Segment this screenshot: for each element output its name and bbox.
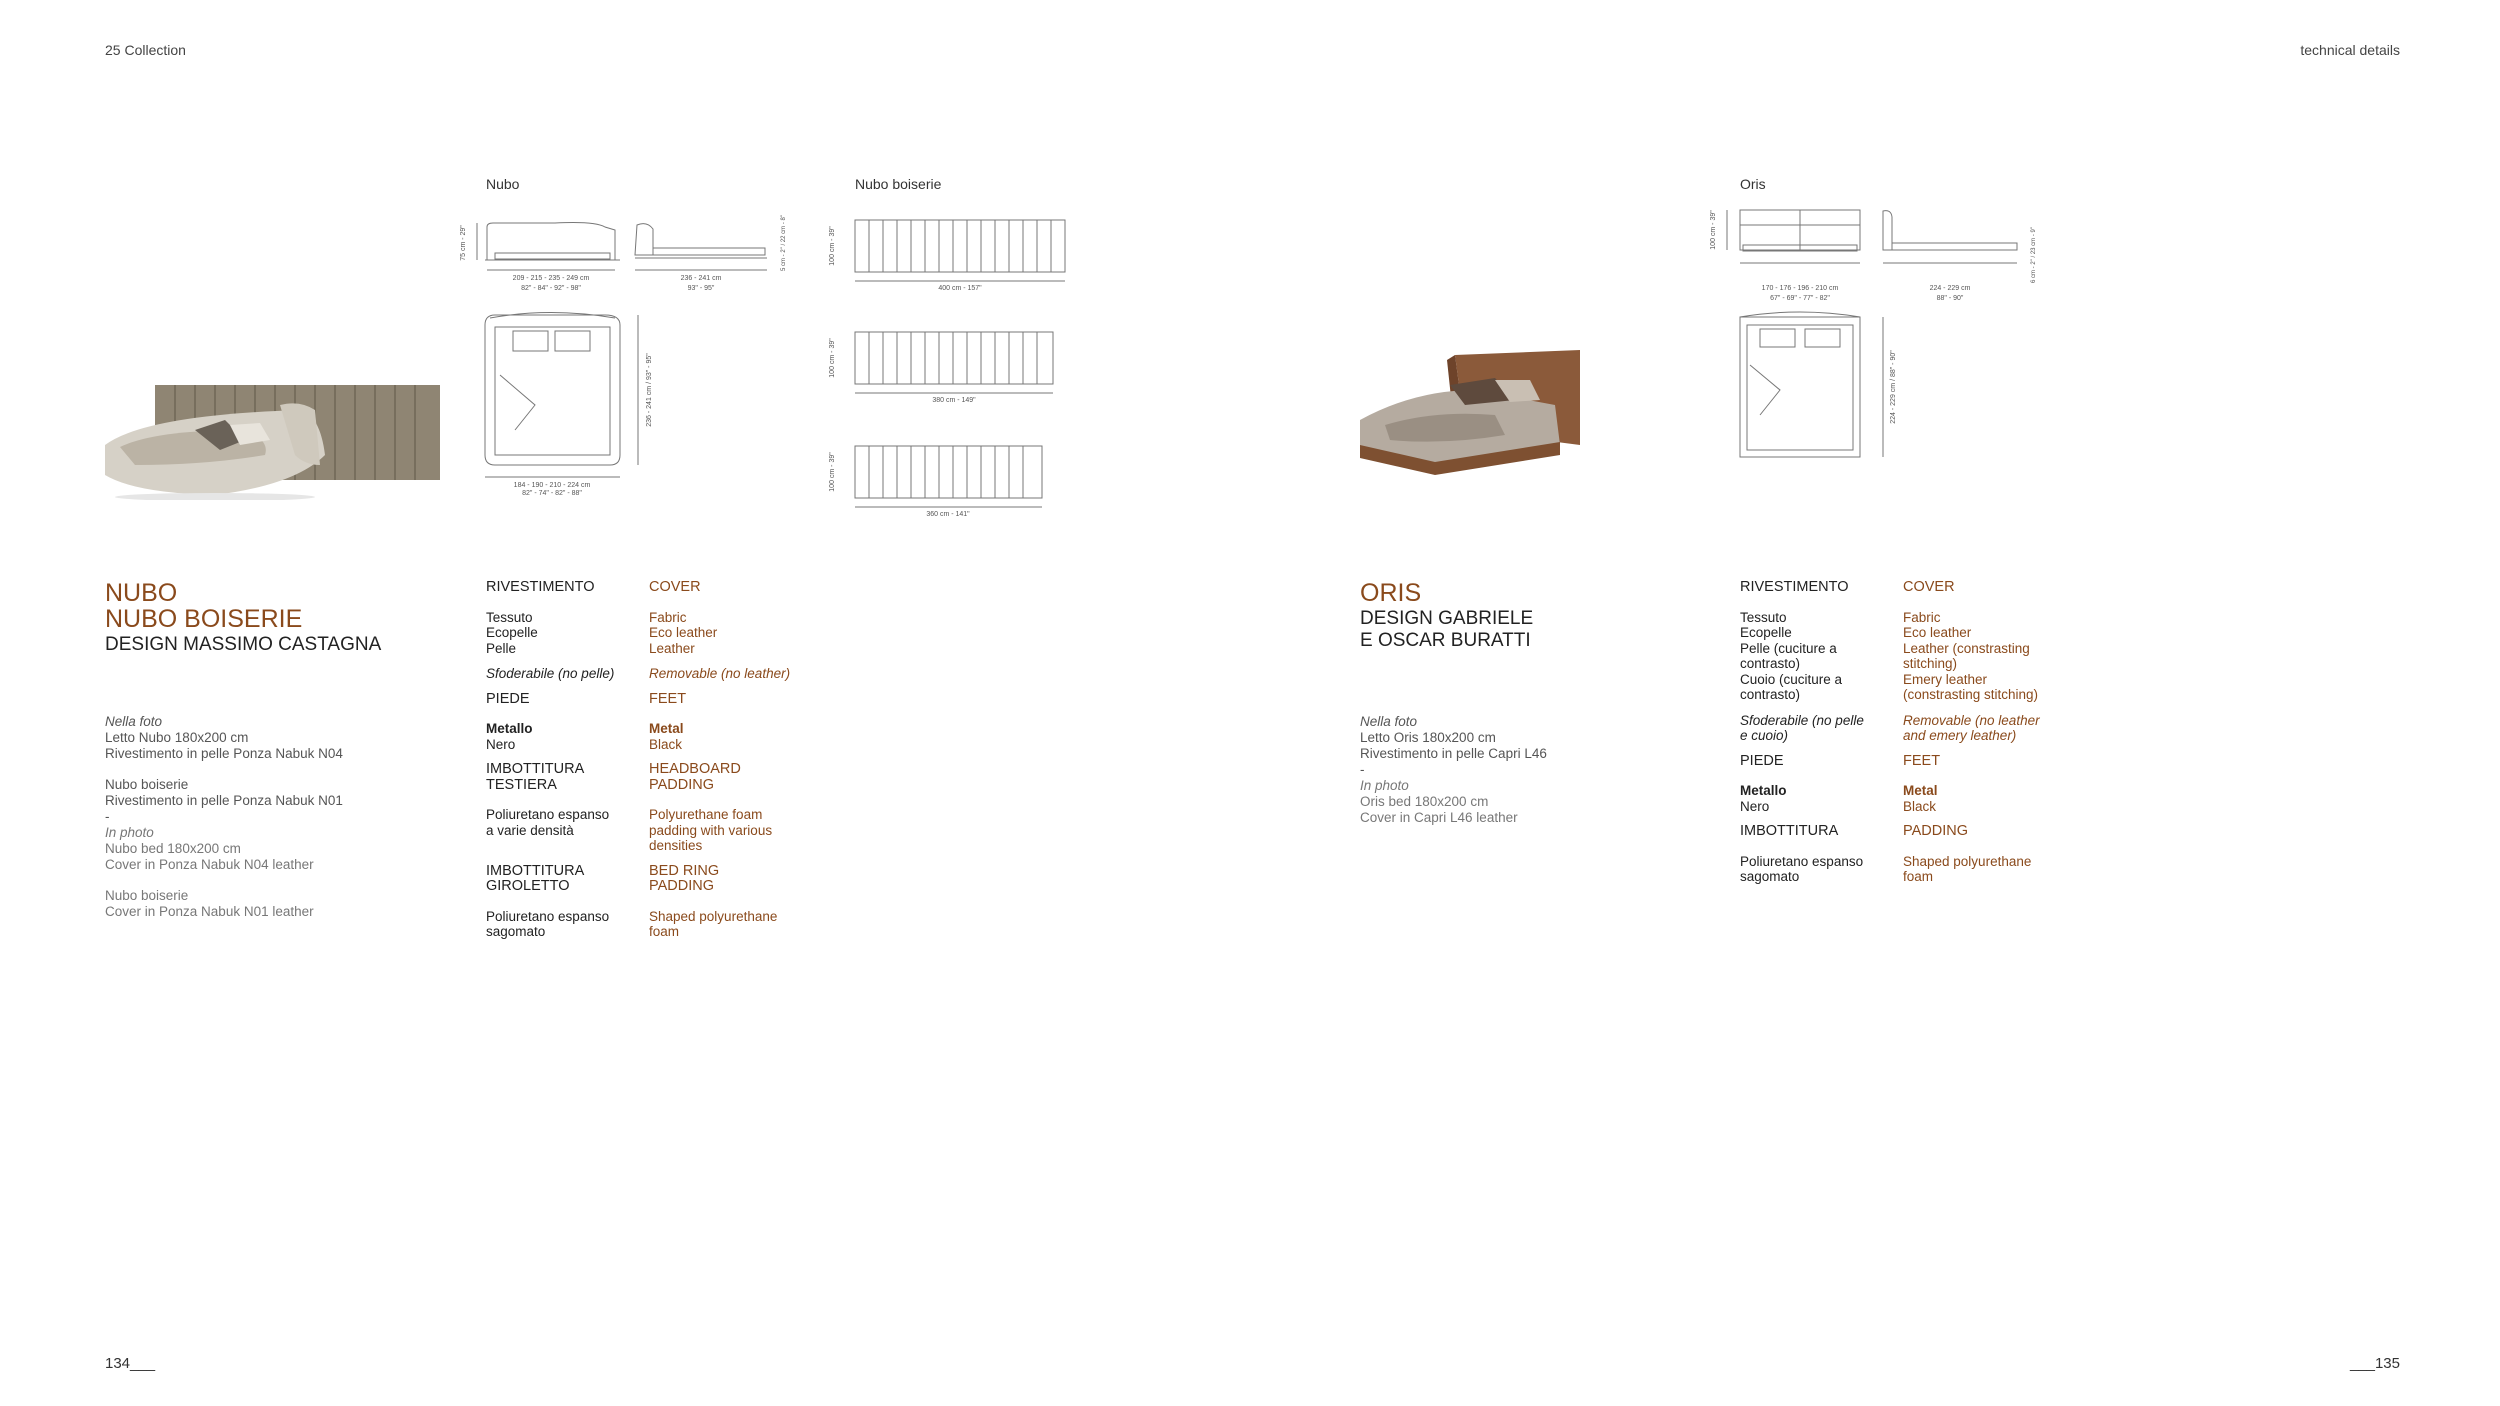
spec-value-it: Nero xyxy=(1740,798,1770,814)
caption-label-en: In photo xyxy=(105,825,154,840)
oris-front-view xyxy=(1710,210,1860,302)
spec-heading-it: RIVESTIMENTO xyxy=(1740,579,1849,595)
spec-value-it: Ecopelle xyxy=(1740,625,1792,640)
caption-label-it: Nella foto xyxy=(105,714,163,729)
spec-heading-it: IMBOTTITURA xyxy=(1740,823,1839,839)
header-section: technical details xyxy=(2300,42,2400,58)
caption-label-en: In photo xyxy=(1360,778,1409,793)
nubo-top-width-cm: 184 - 190 - 210 - 224 cm xyxy=(513,482,591,489)
boiserie-380-label: 380 cm - 149" xyxy=(932,397,976,404)
spec-heading-en: PADDING xyxy=(649,776,714,793)
spec-value-en: Leather xyxy=(649,640,695,656)
boiserie-360-label: 360 cm - 141" xyxy=(926,511,970,518)
caption-label-it: Nella foto xyxy=(1360,714,1418,729)
boiserie-drawing-label: Nubo boiserie xyxy=(855,176,942,192)
spec-removable-en: Removable (no leather xyxy=(1903,712,2040,728)
oris-spec-table xyxy=(1740,580,2063,885)
spec-value-it: Ecopelle xyxy=(486,625,538,640)
spec-value-it: contrasto) xyxy=(1740,687,1801,702)
caption-line: Cover in Ponza Nabuk N04 leather xyxy=(105,857,314,872)
spec-value-it: Tessuto xyxy=(1740,609,1787,625)
boiserie-380 xyxy=(829,332,1053,404)
spec-heading-en: COVER xyxy=(1903,579,1955,595)
spec-removable-en: and emery leather) xyxy=(1903,728,2017,743)
spec-value-it: Pelle (cuciture a xyxy=(1740,640,1837,656)
spec-value-en: foam xyxy=(1903,869,1934,884)
caption-line: Letto Oris 180x200 cm xyxy=(1360,730,1496,745)
spec-heading-it: PIEDE xyxy=(486,690,530,707)
nubo-front-width-in: 82" - 84" - 92" - 98" xyxy=(521,285,581,292)
spec-heading-en: FEET xyxy=(1903,752,1941,769)
spec-heading-en: FEET xyxy=(649,690,687,707)
oris-front-width-cm: 170 - 176 - 196 - 210 cm xyxy=(1761,285,1839,292)
oris-front-height: 100 cm - 39" xyxy=(1710,210,1717,250)
product-title-nubo: NUBO xyxy=(105,579,178,607)
spec-value-en: Black xyxy=(649,736,683,752)
spec-value-en: (constrasting stitching) xyxy=(1903,687,2039,702)
spec-heading-it: TESTIERA xyxy=(486,776,557,793)
oris-side-view xyxy=(1883,211,2037,302)
page-number-right: ___135 xyxy=(2349,1355,2400,1372)
spec-value-it: Metallo xyxy=(1740,783,1787,798)
boiserie-360 xyxy=(829,446,1042,518)
spec-value-it: sagomato xyxy=(1740,869,1800,884)
nubo-front-height: 75 cm - 29" xyxy=(460,225,467,261)
spec-heading-it: IMBOTTITURA xyxy=(486,761,585,777)
boiserie-400-label: 400 cm - 157" xyxy=(938,285,982,292)
spec-removable-it: e cuoio) xyxy=(1740,728,1789,743)
product-title-oris: ORIS xyxy=(1360,579,1422,607)
nubo-top-length: 236 - 241 cm / 93" - 95" xyxy=(646,353,653,427)
spec-value-en: Fabric xyxy=(649,609,687,625)
nubo-drawing-label: Nubo xyxy=(486,176,520,192)
caption-separator: - xyxy=(1360,762,1365,777)
spec-value-it: a varie densità xyxy=(486,822,574,838)
spec-value-en: stitching) xyxy=(1903,656,1958,671)
nubo-front-width-cm: 209 - 215 - 235 - 249 cm xyxy=(512,275,590,282)
oris-title-block xyxy=(1360,580,1533,652)
spec-value-it: Metallo xyxy=(486,721,533,736)
spec-value-en: Leather (constrasting xyxy=(1903,640,2030,656)
oris-side-length-in: 88" - 90" xyxy=(1936,295,1964,302)
spec-removable-it: Sfoderabile (no pelle) xyxy=(486,666,615,681)
caption-line: Rivestimento in pelle Ponza Nabuk N01 xyxy=(105,793,343,808)
spec-value-en: densities xyxy=(649,838,703,853)
spec-heading-en: HEADBOARD xyxy=(649,761,741,777)
spec-heading-en: BED RING xyxy=(649,862,720,879)
oris-side-length-cm: 224 - 229 cm xyxy=(1929,285,1971,292)
spec-removable-en: Removable (no leather) xyxy=(649,666,791,681)
spec-heading-en: PADDING xyxy=(649,878,714,894)
spec-heading-it: IMBOTTITURA xyxy=(486,862,585,879)
caption-line: Rivestimento in pelle Ponza Nabuk N04 xyxy=(105,746,343,761)
caption-line: Cover in Ponza Nabuk N01 leather xyxy=(105,904,314,919)
nubo-side-heights: 5 cm - 2" / 22 cm - 8" xyxy=(781,215,787,271)
boiserie-height-1: 100 cm - 39" xyxy=(829,226,836,266)
nubo-side-length-cm: 236 - 241 cm xyxy=(680,275,722,282)
spec-value-en: Shaped polyurethane xyxy=(1903,853,2032,869)
caption-separator: - xyxy=(105,809,110,824)
spec-value-it: Poliuretano espanso xyxy=(486,807,610,822)
nubo-side-view xyxy=(635,215,787,292)
spec-value-en: Metal xyxy=(1903,783,1938,798)
oris-side-heights: 6 cm - 2" / 23 cm - 9" xyxy=(2031,227,2037,283)
spec-value-en: Eco leather xyxy=(649,625,718,640)
nubo-front-view xyxy=(460,223,620,293)
oris-technical-drawings xyxy=(1705,205,2055,465)
oris-caption xyxy=(1360,714,1547,826)
oris-drawing-label: Oris xyxy=(1740,176,1766,192)
designer-oris-line2: E OSCAR BURATTI xyxy=(1360,630,1531,651)
spec-value-en: Fabric xyxy=(1903,609,1941,625)
spec-value-it: Poliuretano espanso xyxy=(1740,853,1864,869)
spec-value-en: Shaped polyurethane xyxy=(649,908,778,924)
spec-value-it: Cuoio (cuciture a xyxy=(1740,671,1843,687)
designer-nubo: DESIGN MASSIMO CASTAGNA xyxy=(105,634,382,655)
spec-heading-en: COVER xyxy=(649,579,701,595)
spec-value-en: Eco leather xyxy=(1903,625,1972,640)
spec-value-en: Polyurethane foam xyxy=(649,807,763,822)
spec-value-en: Black xyxy=(1903,798,1937,814)
boiserie-height-3: 100 cm - 39" xyxy=(829,452,836,492)
nubo-technical-drawings xyxy=(455,215,815,495)
caption-line: Nubo boiserie xyxy=(105,777,189,792)
spec-value-it: Poliuretano espanso xyxy=(486,908,610,924)
caption-line: Letto Nubo 180x200 cm xyxy=(105,730,249,745)
nubo-top-width-in: 82" - 74" - 82" - 88" xyxy=(522,490,582,495)
oris-front-width-in: 67" - 69" - 77" - 82" xyxy=(1770,295,1830,302)
caption-line: Oris bed 180x200 cm xyxy=(1360,794,1489,809)
boiserie-technical-drawings xyxy=(820,210,1080,530)
caption-line: Nubo boiserie xyxy=(105,888,189,903)
spec-value-it: Nero xyxy=(486,736,516,752)
oris-top-view xyxy=(1740,312,1897,457)
nubo-top-view xyxy=(485,313,653,496)
caption-line: Rivestimento in pelle Capri L46 xyxy=(1360,746,1547,761)
spec-heading-en: PADDING xyxy=(1903,823,1968,839)
spec-removable-it: Sfoderabile (no pelle xyxy=(1740,712,1864,728)
spec-value-en: foam xyxy=(649,924,680,939)
spec-value-it: contrasto) xyxy=(1740,656,1801,671)
spec-value-it: sagomato xyxy=(486,924,546,939)
nubo-bed-photo xyxy=(95,385,445,500)
nubo-spec-table xyxy=(486,580,809,940)
boiserie-400 xyxy=(829,220,1065,292)
page-number-left: 134___ xyxy=(105,1355,156,1372)
spec-value-en: padding with various xyxy=(649,822,773,838)
spec-value-it: Tessuto xyxy=(486,609,533,625)
spec-heading-it: RIVESTIMENTO xyxy=(486,579,595,595)
spec-value-en: Metal xyxy=(649,721,684,736)
spec-value-en: Emery leather xyxy=(1903,671,1988,687)
nubo-side-length-in: 93" - 95" xyxy=(687,285,715,292)
designer-oris-line1: DESIGN GABRIELE xyxy=(1360,608,1534,629)
spec-value-it: Pelle xyxy=(486,640,517,656)
nubo-caption xyxy=(105,714,343,920)
oris-top-length: 224 - 229 cm / 88" - 90" xyxy=(1890,350,1897,424)
product-title-nubo-boiserie: NUBO BOISERIE xyxy=(105,605,303,633)
caption-line: Nubo bed 180x200 cm xyxy=(105,841,241,856)
nubo-title-block xyxy=(105,580,381,656)
caption-line: Cover in Capri L46 leather xyxy=(1360,810,1518,825)
spec-heading-it: PIEDE xyxy=(1740,752,1784,769)
boiserie-height-2: 100 cm - 39" xyxy=(829,338,836,378)
spec-heading-it: GIROLETTO xyxy=(486,878,570,894)
header-collection: 25 Collection xyxy=(105,42,186,58)
oris-bed-photo xyxy=(1355,350,1590,475)
